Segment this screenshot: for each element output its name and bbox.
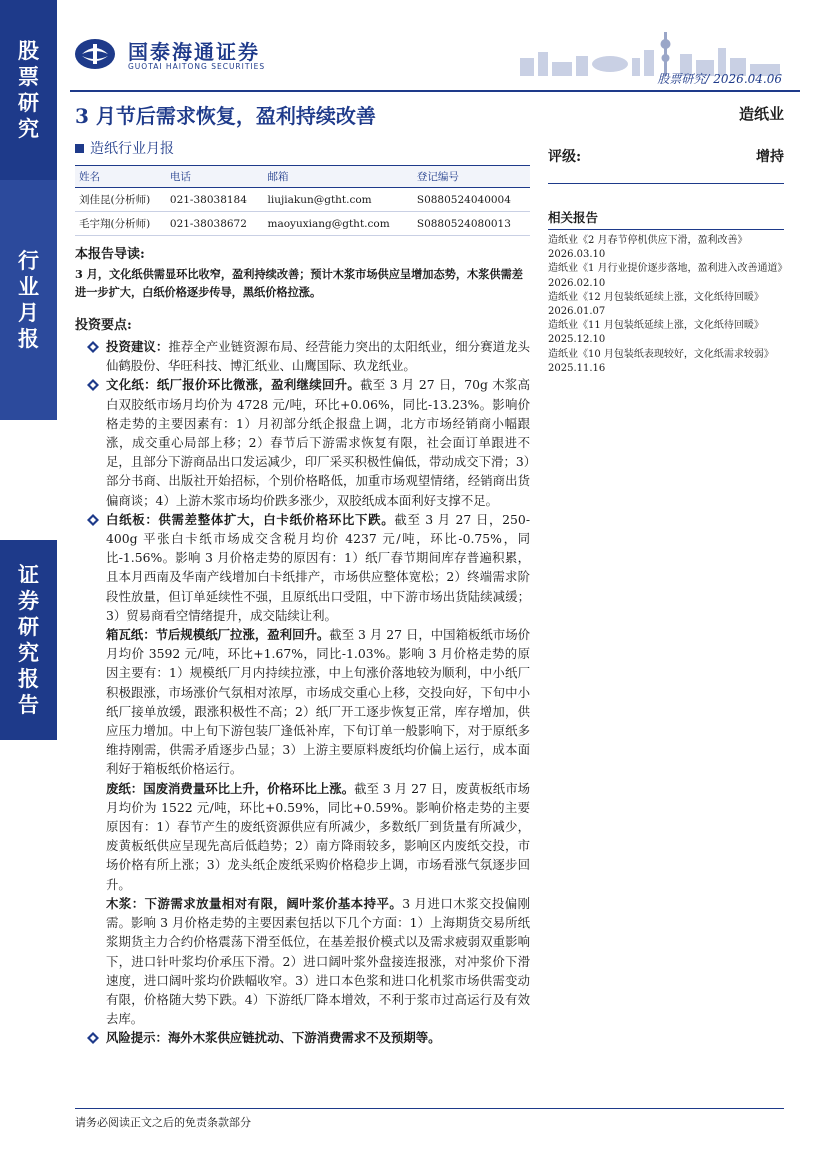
report-subtitle — [75, 138, 174, 158]
rating-row — [548, 146, 784, 166]
point-text: 截至 3 月 27 日，70g 木浆高白双胶纸市场月均价为 4728 元/吨，环比+0.06%，同比-13.23%。影响价格走势的主要因素有：1）月初部分纸企报盘上调，北方市场经销商小幅跟涨，成交重心局部上移；2）春节后下游需求恢复有限，社会面订单跟进不足，且部分下游商品出口发运减少，印厂采买积极性偏低，带动成交下滑；3）部分书商、出版社开始招标，个别价格略低，加重市场观望情绪，经销商出货偏商谈；4）上游木浆市场均价跌多涨少，双胶纸成本面利好支撑不足。 — [106, 377, 531, 508]
industry-name: 造纸业 — [738, 105, 784, 123]
analyst-reg-no: S0880524040004 — [413, 188, 530, 212]
related-report-link[interactable]: 造纸业《12 月包装纸延续上涨，文化纸待回暖》2026.01.07 — [548, 291, 764, 318]
point-lead: 白纸板：供需差整体扩大，白卡纸价格环比下跌。 — [106, 511, 395, 527]
list-item — [82, 375, 530, 509]
sidebar-char: 研 — [18, 614, 39, 639]
col-header-email: 邮箱 — [263, 166, 412, 188]
sidebar-industry-monthly — [0, 180, 57, 420]
sidebar-securities-report — [0, 540, 57, 740]
point-lead: 文化纸：纸厂报价环比微涨，盈利继续回升。 — [106, 377, 361, 393]
list-item — [82, 1028, 530, 1047]
analyst-name: 毛宇翔(分析师) — [75, 212, 166, 236]
list-item — [82, 779, 530, 894]
diamond-bullet-icon — [86, 513, 100, 527]
point-text: 3 月进口木浆交投偏刚需。影响 3 月价格走势的主要因素包括以下几个方面：1）上海期货交易所纸浆期货主力合约价格震荡下滑至低位，在基差报价模式以及需求疲弱双重影响下，进口针叶浆均价承压下滑。2）进口阔叶浆外盘接连报涨，对冲浆价下滑速度，进口阔叶浆均价跌幅收窄。3）进口本色浆和进口化机浆市场供需变动有限，价格随大势下跌。4）下游纸厂降本增效，不利于浆市过高运行及有效去库。 — [106, 895, 530, 1027]
point-text: 截至 3 月 27 日，250-400g 平张白卡纸市场成交含税月均价 4237 元/吨，环比-0.75%，同比-1.56%。影响 3 月价格走势的原因有：1）纸厂春节期间库存普遍积累，且本月西南及华南产线增加白卡纸排产，市场供应整体宽松；2）终端需求阶段性放量，但订单延续性不强，且原纸出口受阻，中下游市场出货陆续减缓；3）贸易商看空情绪提升，成交陆续让利。 — [106, 511, 530, 623]
list-item — [82, 894, 530, 1028]
subtitle-text: 造纸行业月报 — [90, 141, 174, 157]
point-lead: 木浆：下游需求放量相对有限，阔叶浆价基本持平。 — [106, 895, 403, 911]
sidebar-char: 究 — [18, 116, 39, 141]
related-report-link[interactable]: 造纸业《11 月包装纸延续上涨，文化纸待回暖》2025.12.10 — [548, 320, 764, 346]
sidebar-char: 行 — [18, 248, 39, 273]
point-text: 截至 3 月 27 日，中国箱板纸市场价月均价 3592 元/吨，环比+1.67%，同比-1.03%。影响 3 月价格走势的原因主要有：1）规模纸厂月内持续拉涨，中上旬涨价落地较为顺利，中小纸厂积极跟涨，市场涨价气氛相对浓厚，市场成交重心上移，交投向好，下旬中小纸厂接单放缓，跟涨积极性不高；2）纸厂开工逐步恢复正常，库存增加，供应压力增加。中上旬下游包装厂逢低补库，下旬订单一般影响下，对于原纸多维持刚需，供需矛盾逐步凸显；3）上游主要原料废纸均价偏上运行，成本面利好于箱板纸价格运行。 — [106, 627, 531, 777]
sidebar-char: 业 — [18, 274, 39, 299]
square-bullet-icon — [75, 144, 84, 153]
analyst-phone: 021-38038672 — [166, 212, 264, 236]
related-report-link[interactable]: 造纸业《2 月春节停机供应下滑，盈利改善》2026.03.10 — [548, 235, 748, 261]
report-title: 3 月节后需求恢复，盈利持续改善 — [75, 104, 376, 128]
brand-logo-icon — [74, 38, 116, 70]
related-report-link[interactable]: 造纸业《10 月包装纸表现较好，文化纸需求较弱》2025.11.16 — [548, 348, 774, 374]
left-sidebar — [0, 0, 57, 1169]
sidebar-char: 票 — [18, 64, 39, 89]
diamond-bullet-icon — [86, 1031, 100, 1045]
related-reports — [548, 208, 784, 376]
analyst-email[interactable]: maoyuxiang@gtht.com — [263, 212, 412, 236]
diamond-bullet-icon — [86, 340, 100, 354]
investment-points-list — [82, 337, 530, 1048]
related-reports-title: 相关报告 — [548, 208, 784, 230]
sidebar-char: 月 — [18, 300, 39, 325]
point-text: 截至 3 月 27 日，废黄板纸市场月均价为 1522 元/吨，环比+0.59%，同比+0.59%。影响价格走势的主要原因有：1）春节产生的废纸资源供应有所减少，多数纸厂到货量有所减少，废黄板纸供应呈现先高后低趋势；2）南方降雨较多，影响区内废纸交投，市场价格有所上涨；3）龙头纸企废纸采购价格稳步上调，市场看涨气氛逐步回升。 — [106, 780, 531, 892]
col-header-name: 姓名 — [75, 166, 166, 188]
table-header-row — [75, 166, 530, 188]
header-divider — [70, 90, 800, 92]
diamond-bullet-icon — [86, 378, 100, 392]
col-header-phone: 电话 — [166, 166, 264, 188]
city-skyline-icon — [480, 28, 800, 76]
investment-points-heading: 投资要点: — [75, 318, 132, 333]
sidebar-char: 报 — [18, 666, 39, 691]
table-row — [75, 188, 530, 212]
analyst-reg-no: S0880524080013 — [413, 212, 530, 236]
disclaimer-note: 请务必阅读正文之后的免责条款部分 — [75, 1116, 251, 1129]
list-item — [82, 337, 530, 375]
analyst-phone: 021-38038184 — [166, 188, 264, 212]
rating-value: 增持 — [756, 149, 784, 165]
analyst-table — [75, 165, 530, 236]
sidebar-char: 究 — [18, 640, 39, 665]
point-text: 推荐全产业链资源布局、经营能力突出的太阳纸业，细分赛道龙头仙鹤股份、华旺科技、博汇纸业、山鹰国际、玖龙纸业。 — [106, 339, 531, 374]
guide-text: 3 月，文化纸供需显环比收窄，盈利持续改善；预计木浆市场供应呈增加态势，木浆供需差进一步扩大，白纸价格逐步传导，黑纸价格拉涨。 — [75, 267, 523, 299]
list-item — [82, 510, 530, 625]
rating-label: 评级: — [548, 149, 582, 165]
brand-name-cn: 国泰海通证券 — [128, 40, 260, 64]
sidebar-char: 股 — [18, 38, 39, 63]
sidebar-char: 研 — [18, 90, 39, 115]
related-report-link[interactable]: 造纸业《1 月行业提价逐步落地，盈利进入改善通道》2026.02.10 — [548, 263, 783, 289]
sidebar-stock-research — [0, 0, 57, 180]
point-lead: 投资建议： — [106, 339, 169, 354]
analyst-email[interactable]: liujiakun@gtht.com — [263, 188, 412, 212]
report-type-date: 股票研究/ 2026.04.06 — [657, 72, 782, 86]
footer-divider — [75, 1108, 784, 1109]
sidebar-char: 报 — [18, 326, 39, 351]
page-header — [70, 28, 800, 88]
list-item — [82, 625, 530, 779]
table-row — [75, 212, 530, 236]
sidebar-char: 证 — [18, 562, 39, 587]
analyst-name: 刘佳昆(分析师) — [75, 188, 166, 212]
col-header-reg-no: 登记编号 — [413, 166, 530, 188]
point-lead: 箱瓦纸：节后规模纸厂拉涨，盈利回升。 — [106, 627, 330, 643]
point-lead: 风险提示：海外木浆供应链扰动、下游消费需求不及预期等。 — [106, 1030, 441, 1046]
point-lead: 废纸：国废消费量环比上升，价格环比上涨。 — [106, 780, 355, 796]
sidebar-char: 告 — [18, 692, 39, 717]
rating-divider — [548, 183, 784, 184]
sidebar-char: 券 — [18, 588, 39, 613]
guide-heading: 本报告导读: — [75, 247, 145, 262]
brand-name-en: GUOTAI HAITONG SECURITIES — [128, 62, 266, 71]
